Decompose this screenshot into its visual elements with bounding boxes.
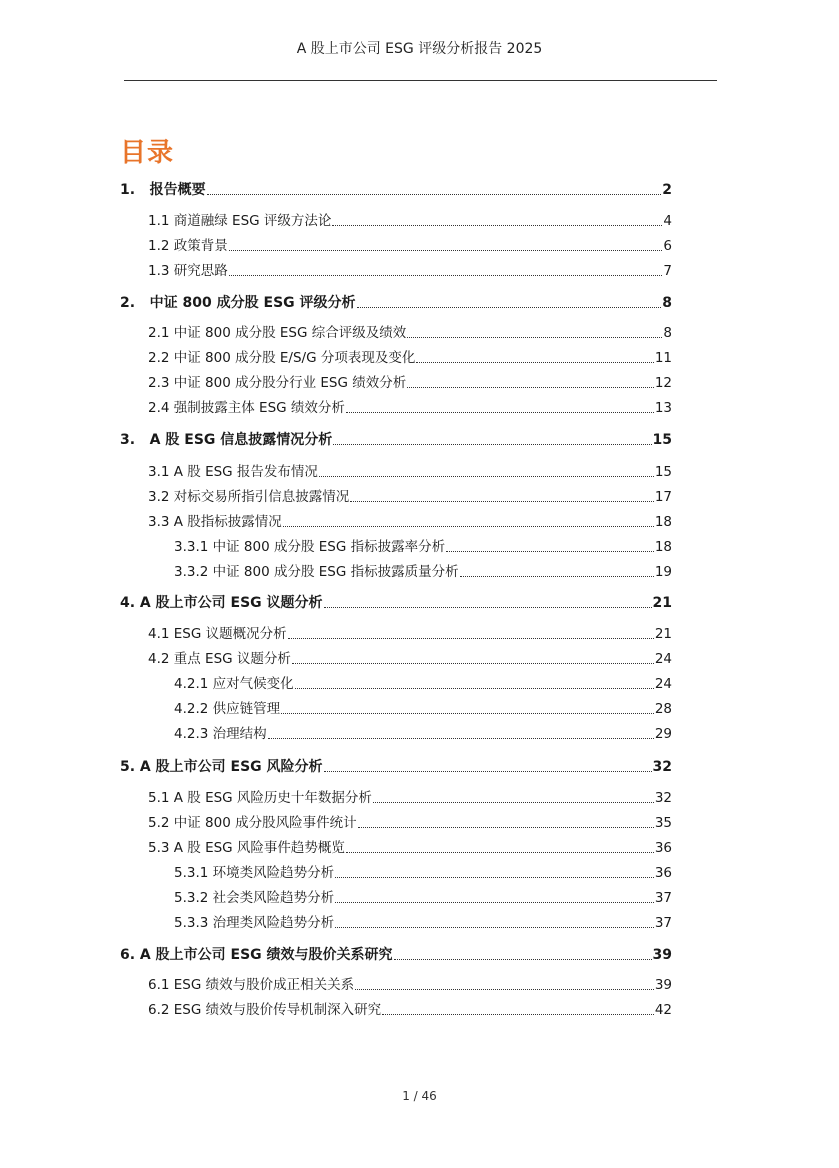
toc-entry-page: 6	[663, 238, 672, 254]
toc-leader-dots	[335, 877, 654, 878]
toc-entry-title: 1.3 研究思路	[148, 263, 228, 279]
toc-entry[interactable]	[148, 211, 672, 231]
toc-entry-page: 39	[654, 977, 672, 993]
toc-entry-title: 5.2 中证 800 成分股风险事件统计	[148, 815, 357, 831]
toc-leader-dots	[373, 802, 654, 803]
toc-leader-dots	[346, 852, 654, 853]
toc-entry-page: 13	[654, 400, 672, 416]
toc-entry[interactable]	[174, 537, 672, 557]
toc-entry-title: 6. A 股上市公司 ESG 绩效与股价关系研究	[120, 947, 393, 963]
toc-leader-dots	[324, 607, 652, 608]
toc-title: 目录	[120, 138, 175, 168]
toc-entry-page: 37	[654, 890, 672, 906]
toc-entry-page: 7	[663, 263, 672, 279]
toc-entry-page: 19	[654, 564, 672, 580]
toc-leader-dots	[319, 476, 654, 477]
toc-leader-dots	[268, 738, 654, 739]
toc-entry[interactable]	[148, 838, 672, 858]
toc-entry[interactable]	[120, 180, 672, 200]
toc-entry[interactable]	[120, 757, 672, 777]
toc-entry[interactable]	[174, 913, 672, 933]
toc-entry[interactable]	[148, 323, 672, 343]
header-divider	[124, 80, 717, 81]
toc-entry-page: 12	[654, 375, 672, 391]
toc-entry[interactable]	[148, 398, 672, 418]
toc-leader-dots	[288, 638, 654, 639]
toc-entry-page: 24	[654, 651, 672, 667]
toc-entry-page: 8	[663, 325, 672, 341]
toc-leader-dots	[333, 444, 651, 445]
toc-leader-dots	[324, 771, 652, 772]
toc-leader-dots	[357, 307, 662, 308]
toc-entry[interactable]	[148, 512, 672, 532]
toc-leader-dots	[355, 989, 654, 990]
toc-entry-title: 3.2 对标交易所指引信息披露情况	[148, 489, 350, 505]
toc-entry[interactable]	[148, 649, 672, 669]
toc-entry-title: 1.2 政策背景	[148, 238, 228, 254]
toc-entry-page: 35	[654, 815, 672, 831]
toc-entry-title: 4.2 重点 ESG 议题分析	[148, 651, 291, 667]
toc-entry-title: 5.3.2 社会类风险趋势分析	[174, 890, 335, 906]
toc-leader-dots	[332, 225, 662, 226]
toc-entry-page: 2	[662, 182, 672, 198]
toc-entry-page: 29	[654, 726, 672, 742]
toc-entry[interactable]	[148, 624, 672, 644]
toc-entry-page: 18	[654, 539, 672, 555]
toc-leader-dots	[281, 713, 654, 714]
toc-entry-title: 6.2 ESG 绩效与股价传导机制深入研究	[148, 1002, 382, 1018]
toc-entry[interactable]	[148, 373, 672, 393]
toc-entry-page: 28	[654, 701, 672, 717]
toc-entry[interactable]	[148, 788, 672, 808]
toc-entry-title: 4. A 股上市公司 ESG 议题分析	[120, 595, 323, 611]
toc-entry-page: 21	[654, 626, 672, 642]
toc-entry-page: 32	[654, 790, 672, 806]
toc-leader-dots	[446, 551, 654, 552]
toc-entry-page: 37	[654, 915, 672, 931]
toc-entry[interactable]	[148, 975, 672, 995]
toc-entry-title: 2. 中证 800 成分股 ESG 评级分析	[120, 295, 356, 311]
toc-entry[interactable]	[120, 293, 672, 313]
toc-entry-title: 4.2.1 应对气候变化	[174, 676, 294, 692]
toc-leader-dots	[346, 412, 654, 413]
toc-leader-dots	[382, 1014, 654, 1015]
toc-entry-title: 4.1 ESG 议题概况分析	[148, 626, 287, 642]
toc-entry-page: 39	[652, 947, 672, 963]
toc-leader-dots	[335, 927, 654, 928]
toc-leader-dots	[292, 663, 654, 664]
toc-entry-title: 4.2.3 治理结构	[174, 726, 267, 742]
toc-entry-page: 21	[652, 595, 672, 611]
toc-leader-dots	[407, 387, 654, 388]
running-header: A 股上市公司 ESG 评级分析报告 2025	[296, 41, 543, 57]
toc-entry-title: 5.1 A 股 ESG 风险历史十年数据分析	[148, 790, 372, 806]
toc-entry[interactable]	[120, 430, 672, 450]
toc-entry-title: 3.3 A 股指标披露情况	[148, 514, 282, 530]
toc-entry[interactable]	[174, 888, 672, 908]
toc-entry[interactable]	[174, 674, 672, 694]
toc-entry[interactable]	[148, 487, 672, 507]
toc-entry[interactable]	[148, 462, 672, 482]
toc-entry-page: 42	[654, 1002, 672, 1018]
toc-entry-title: 5. A 股上市公司 ESG 风险分析	[120, 759, 323, 775]
toc-leader-dots	[407, 337, 662, 338]
toc-entry-page: 15	[652, 432, 672, 448]
toc-entry[interactable]	[174, 863, 672, 883]
toc-entry-title: 2.4 强制披露主体 ESG 绩效分析	[148, 400, 345, 416]
toc-entry[interactable]	[174, 562, 672, 582]
toc-leader-dots	[416, 362, 653, 363]
toc-leader-dots	[350, 501, 654, 502]
toc-entry[interactable]	[174, 724, 672, 744]
toc-entry[interactable]	[148, 261, 672, 281]
page-indicator: 1 / 46	[402, 1089, 437, 1103]
toc-entry-page: 8	[662, 295, 672, 311]
toc-entry-title: 4.2.2 供应链管理	[174, 701, 281, 717]
toc-leader-dots	[283, 526, 654, 527]
toc-entry[interactable]	[120, 945, 672, 965]
toc-entry[interactable]	[148, 236, 672, 256]
toc-leader-dots	[229, 275, 663, 276]
toc-entry[interactable]	[148, 1000, 672, 1020]
toc-leader-dots	[394, 959, 652, 960]
toc-entry[interactable]	[120, 593, 672, 613]
toc-entry-title: 2.2 中证 800 成分股 E/S/G 分项表现及变化	[148, 350, 416, 366]
toc-leader-dots	[295, 688, 654, 689]
toc-leader-dots	[460, 576, 654, 577]
toc-entry-title: 3.3.1 中证 800 成分股 ESG 指标披露率分析	[174, 539, 446, 555]
toc-entry-title: 5.3.1 环境类风险趋势分析	[174, 865, 335, 881]
toc-entry[interactable]	[174, 699, 672, 719]
toc-entry-title: 5.3.3 治理类风险趋势分析	[174, 915, 335, 931]
toc-entry-title: 3. A 股 ESG 信息披露情况分析	[120, 432, 333, 448]
toc-entry-page: 4	[663, 213, 672, 229]
toc-entry-page: 11	[654, 350, 672, 366]
toc-entry-page: 18	[654, 514, 672, 530]
toc-entry[interactable]	[148, 813, 672, 833]
toc-entry-title: 5.3 A 股 ESG 风险事件趋势概览	[148, 840, 345, 856]
toc-entry-page: 36	[654, 840, 672, 856]
toc-entry-page: 36	[654, 865, 672, 881]
toc-entry-title: 1. 报告概要	[120, 182, 206, 198]
toc-entry-title: 1.1 商道融绿 ESG 评级方法论	[148, 213, 332, 229]
toc-entry[interactable]	[148, 348, 672, 368]
toc-entry-page: 24	[654, 676, 672, 692]
toc-entry-title: 3.1 A 股 ESG 报告发布情况	[148, 464, 318, 480]
toc-entry-page: 15	[654, 464, 672, 480]
toc-entry-title: 6.1 ESG 绩效与股价成正相关关系	[148, 977, 355, 993]
toc-entry-page: 17	[654, 489, 672, 505]
toc-entry-title: 3.3.2 中证 800 成分股 ESG 指标披露质量分析	[174, 564, 459, 580]
toc-leader-dots	[335, 902, 654, 903]
toc-entry-page: 32	[652, 759, 672, 775]
toc-leader-dots	[358, 827, 654, 828]
toc-leader-dots	[229, 250, 663, 251]
toc-entry-title: 2.3 中证 800 成分股分行业 ESG 绩效分析	[148, 375, 407, 391]
toc-leader-dots	[207, 194, 662, 195]
toc-entry-title: 2.1 中证 800 成分股 ESG 综合评级及绩效	[148, 325, 407, 341]
